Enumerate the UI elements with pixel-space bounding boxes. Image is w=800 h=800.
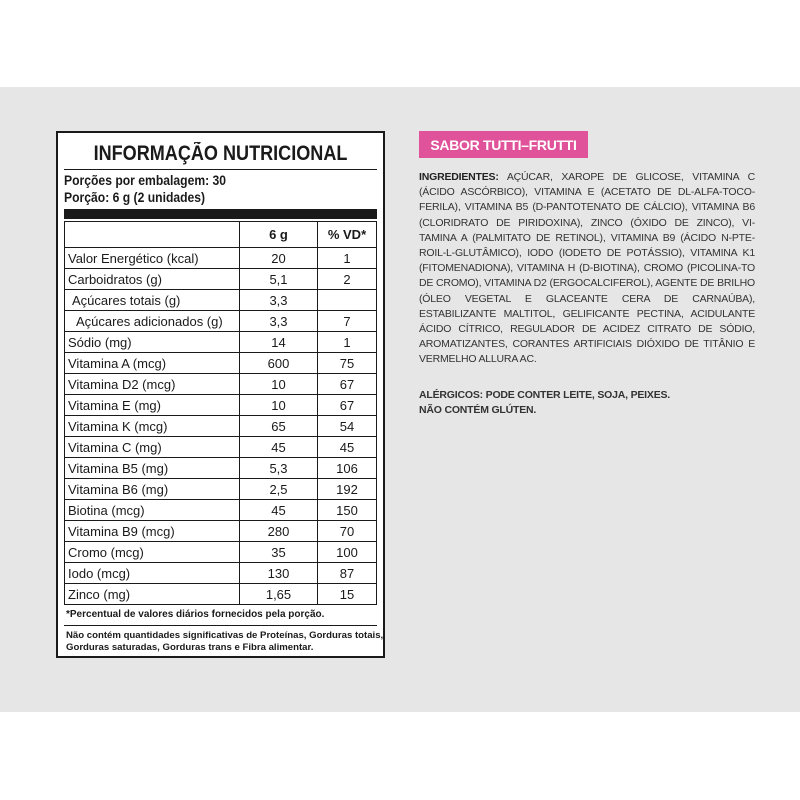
nutrient-name: Vitamina K (mcg) [65,416,240,437]
table-row [65,332,377,353]
table-row [65,500,377,521]
nutrient-dv: 100 [318,542,377,563]
table-row [65,416,377,437]
nutrient-amount: 280 [240,521,318,542]
ingredients-text [419,170,755,368]
nutrient-amount: 2,5 [240,479,318,500]
serving-size: Porção: 6 g (2 unidades) [64,190,206,205]
column-header-dv: % VD* [318,222,377,248]
table-row [65,521,377,542]
nutrient-dv: 7 [318,311,377,332]
nutrient-amount: 10 [240,395,318,416]
nutrient-name: Vitamina A (mcg) [65,353,240,374]
nutrient-name: Vitamina E (mg) [65,395,240,416]
table-row [65,269,377,290]
table-row [65,584,377,605]
flavor-badge: SABOR TUTTI–FRUTTI [419,131,588,158]
nutrient-amount: 600 [240,353,318,374]
servings-per-package: Porções por embalagem: 30 [64,173,227,188]
nutrient-dv: 1 [318,248,377,269]
nutrition-table [64,221,377,605]
nutrient-dv: 67 [318,395,377,416]
table-row [65,563,377,584]
nutrition-title: INFORMAÇÃO NUTRICIONAL [93,142,348,165]
nutrient-name: Carboidratos (g) [65,269,240,290]
dv-footnote: *Percentual de valores diários fornecidos pela porção. [66,609,325,620]
nutrient-dv: 87 [318,563,377,584]
nutrient-name: Cromo (mcg) [65,542,240,563]
nutrient-dv: 15 [318,584,377,605]
nutrient-dv: 70 [318,521,377,542]
table-row [65,542,377,563]
allergens-text [419,388,755,418]
table-row [65,479,377,500]
nutrient-amount: 20 [240,248,318,269]
table-row [65,248,377,269]
table-row [65,374,377,395]
footnote-divider [64,625,377,626]
table-header-row [65,222,377,248]
nutrient-dv: 150 [318,500,377,521]
nutrient-amount: 5,1 [240,269,318,290]
nutrient-dv: 67 [318,374,377,395]
ingredients-heading: INGREDIENTES: [419,171,499,183]
nutrient-dv: 192 [318,479,377,500]
nutrient-dv [318,290,377,311]
table-row [65,395,377,416]
nutrient-amount: 3,3 [240,311,318,332]
nutrition-facts-panel [56,131,385,658]
nutrient-name: Açúcares adicionados (g) [65,311,240,332]
nutrient-name: Vitamina B6 (mg) [65,479,240,500]
nutrient-dv: 106 [318,458,377,479]
table-row [65,311,377,332]
table-row [65,290,377,311]
nutrient-name: Valor Energético (kcal) [65,248,240,269]
nutrient-amount: 10 [240,374,318,395]
allergens-line-1: ALÉRGICOS: PODE CONTER LEITE, SOJA, PEIXES. [419,389,671,401]
ingredients-list: AÇÚCAR, XAROPE DE GLICOSE, VITAMINA C (ÁCIDO ASCÓRBICO), VITAMINA E (ACETATO DE DL-ALFA-TOCO-FERILA), VITAMINA B5 (D-PANTOTENATO DE CÁLCIO), VITAMINA B6 (CLORIDRATO DE PIRIDOXINA), ZINCO (ÓXIDO DE ZINCO), VI-TAMINA A (PALMITATO DE RETINOL), VITAMINA B9 (ÁCIDO N-PTE-ROIL-L-GLUTÂMICO), IODO (IODETO DE POTÁSSIO), VITAMINA K1 (FITOMENADIONA), VITAMINA H (D-BIOTINA), CROMO (PICOLINA-TO DE CROMO), VITAMINA D2 (ERGOCALCIFEROL), AGENTE DE BRILHO (ÓLEO VEGETAL E GLACEANTE CERA DE CARNAÚBA), ESTABILIZANTE MALTITOL, GELIFICANTE PECTINA, ACIDULANTE ÁCIDO CÍTRICO, REGULADOR DE ACIDEZ CITRATO DE SÓDIO, AROMATIZANTES, CORANTES ARTIFICIAIS DIÓXIDO DE TITÂNIO E VERMELHO ALLURA AC. [419,171,756,366]
nutrient-dv: 54 [318,416,377,437]
nutrient-amount: 130 [240,563,318,584]
nutrient-name: Vitamina D2 (mcg) [65,374,240,395]
nutrient-amount: 1,65 [240,584,318,605]
nutrient-amount: 45 [240,437,318,458]
nutrient-dv: 1 [318,332,377,353]
nutrient-amount: 65 [240,416,318,437]
nutrient-name: Vitamina C (mg) [65,437,240,458]
allergens-line-2: NÃO CONTÉM GLÚTEN. [419,404,537,417]
nutrient-dv: 75 [318,353,377,374]
nutrient-amount: 3,3 [240,290,318,311]
title-divider [64,169,377,170]
nutrient-dv: 45 [318,437,377,458]
nutrient-dv: 2 [318,269,377,290]
nutrient-name: Zinco (mg) [65,584,240,605]
nutrient-amount: 35 [240,542,318,563]
column-header-name [65,222,240,248]
nutrient-amount: 5,3 [240,458,318,479]
table-row [65,437,377,458]
column-header-amount: 6 g [240,222,318,248]
nutrient-amount: 45 [240,500,318,521]
disclaimer-text: Não contém quantidades significativas de Proteínas, Gorduras totais, Gorduras saturadas, Gorduras trans e Fibra alimentar. [66,630,384,653]
table-row [65,353,377,374]
thick-divider [64,209,377,219]
nutrient-name: Iodo (mcg) [65,563,240,584]
table-row [65,458,377,479]
nutrient-name: Sódio (mg) [65,332,240,353]
nutrient-name: Vitamina B5 (mg) [65,458,240,479]
nutrient-name: Vitamina B9 (mcg) [65,521,240,542]
nutrient-name: Biotina (mcg) [65,500,240,521]
nutrient-name: Açúcares totais (g) [65,290,240,311]
nutrient-amount: 14 [240,332,318,353]
